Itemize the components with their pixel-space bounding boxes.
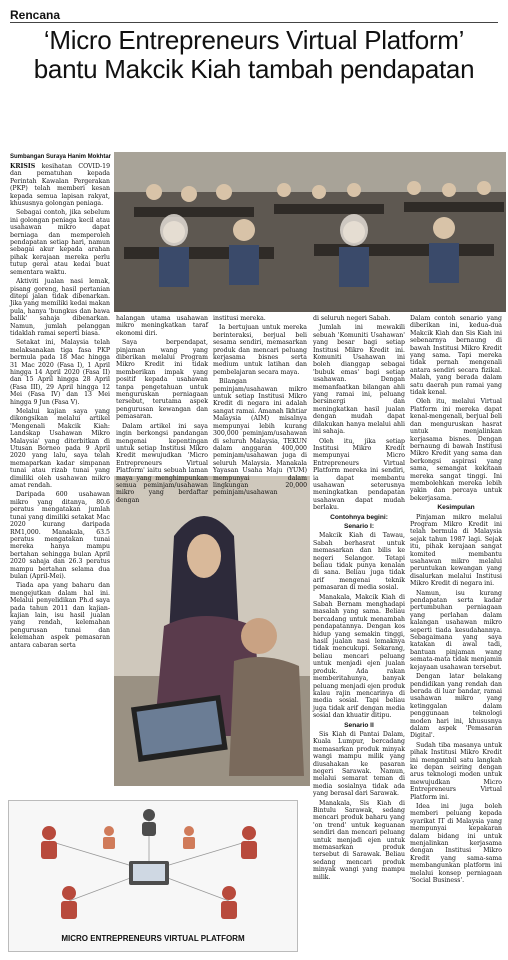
- article-column-1: [10, 163, 110, 800]
- article-column-4: [313, 315, 405, 955]
- subheading: Senario I:: [343, 522, 375, 530]
- paragraph: Ia bertujuan untuk mereka berinteraksi, berjual beli sesama sendiri, memasarkan produk dan mencari peluang kerjasama bisnes serta medium untuk latihan dan pembelajaran secara maya.: [213, 324, 307, 376]
- paragraph: Dalam artikel ini saya ingin berkongsi pandangan mengenai kepentingan untuk setiap Institusi Mikro Kredit mewujudkan 'Micro Entrepreneurs Virtual Platform' iaitu sebuah laman maya yang menghimpunkan semua peminjam/usahawan mikro yang berdaftar dengan: [116, 422, 208, 504]
- paragraph: Makcik Kiah di Tawau, Sabah berhasrat untuk memasarkan dan bilis ke negeri Selangor. Tetapi beliau tidak punya kenalan di sana. Beliau juga tidak arif mengenai teknik pemasaran di media sosial.: [313, 532, 405, 592]
- paragraph: di seluruh negeri Sabah.: [313, 315, 391, 322]
- paragraph: institusi mereka.: [213, 315, 266, 322]
- audience-photo: [114, 152, 506, 312]
- subheading: Kesimpulan: [437, 504, 475, 512]
- paragraph: Setakat ini, Malaysia telah melaksanakan tiga fasa PKP bermula pada 18 Mac hingga 31 Mac 2020 (Fasa I), 1 April hingga 14 April 2020 (Fasa II) dan 15 April hingga 28 April (Fasa III), 29 April hingga 12 Mei (Fasa IV) dan 13 Mei hingga 9 Jun (Fasa V).: [10, 339, 110, 406]
- paragraph: Dengan latar belakang pendidikan yang rendah dan berada di luar bandar, ramai usahawan mikro yang ketinggalan dalam penggunaan teknologi moden hari ini, khususnya dalam aspek 'Pemasaran Digital'.: [410, 673, 502, 740]
- paragraph: Melalui kajian saya yang dikongsikan melalui artikel 'Mengenali Makcik Kiah: Landskap Usahawan Mikro Malaysia' yang diterbitkan di Utusan Borneo pada 9 April 2020 yang lalu, saya telah memaparkan kadar simpanan tunai atau rizab tunai yang dimiliki oleh usahawan mikro amat rendah.: [10, 408, 110, 490]
- paragraph: Sudah tiba masanya untuk pihak Institusi Mikro Kredit ini mengambil satu langkah ke depan seiring dengan arus teknologi moden untuk mewujudkan Micro Entrepreneurs Virtual Platform ini.: [410, 741, 502, 801]
- subheading: Senario II: [344, 721, 374, 729]
- paragraph: Manakala, Sis Kiah di Bintulu Sarawak, sedang mencari produk baharu yang 'on trend' untuk keguanan sendiri dan mencari peluang untuk menjadi ejen untuk memasarkan produk tersebut di Sarawak. Beliau sedang mencari produk minyak wangi yang mampu milik.: [313, 799, 405, 881]
- paragraph: Daripada 600 usahawan mikro yang ditanya, 80.6 peratus mengatakan jumlah tunai yang dimiliki setakat Mac 2020 kurang daripada RM1,000. Manakala, 63.5 peratus mengatakan tunai mereka hanya mampu bertahan sehingga bulan April 2020 sahaja dan 26.3 peratus mampu bertahan selama dua bulan (April-Mei).: [10, 491, 110, 580]
- network-people-icon: [9, 801, 297, 951]
- section-label: Rencana: [10, 8, 61, 22]
- article-column-3: [213, 315, 308, 497]
- paragraph: Jumlah ini mewakili sebuah 'Komuniti Usahawan' yang besar bagi setiap Institusi Mikro Kredit ini. Komuniti Usahawan ini boleh dianggap sebagai 'bubuk emas' bagi setiap usahawan. Dengan memanfaatkan bilangan ahli yang ramai ini, peluang bersinergi dan meningkatkan hasil jualan dengan mudah dapat dilakukan hanya melalui ahli ini sahaja.: [313, 324, 405, 436]
- paragraph: KRISIS kesihatan COVID-19 dan pematuhan kepada Perintah Kawalan Pergerakan (PKP) telah memberi kesan kepada semua lapisan rakyat, khususnya golongan peniaga.: [10, 163, 110, 208]
- paragraph: Tiada apa yang baharu dan mengejutkan dalam hal ini. Melalui penyelidikan Ph.d saya pada tahun 2011 dan kajian-kajian lain, isu hasil jualan yang rendah, kelemahan pengurusan tunai dan kelemahan aspek pemasaran antara cabaran serta: [10, 582, 110, 649]
- article-column-5: [410, 315, 502, 955]
- paragraph: Idea ini juga boleh memberi peluang kepada syarikat IT di Malaysia yang mempunyai kepakaran dalam bidang ini untuk menjalinkan kerjasama dengan Institusi Mikro Kredit yang sama-sama membangunkan platform ini melalui konsep perniagaan 'Social Business'.: [410, 803, 502, 885]
- byline: Sumbangan Suraya Hanim Mokhtar: [10, 154, 112, 160]
- paragraph: Bilangan peminjam/usahawan mikro untuk setiap Institusi Mikro Kredit di negara ini adalah sangat ramai. Amanah Ikhtiar Malaysia (AIM) misalnya mempunyai lebih kurang 300,000 peminjam/usahawan di seluruh Malaysia, TEKUN dalam anggaran 400,000 peminjam/usahawan juga di seluruh Malaysia. Manakala Yayasan Usaha Maju (YUM) mempunyai dalam lingkungan 20,000 peminjam/usahawan: [213, 378, 308, 497]
- laptop-photo-image: [114, 476, 310, 786]
- illustration-caption: MICRO ENTREPRENEURS VIRTUAL PLATFORM: [61, 934, 245, 943]
- paragraph: Namun, isu kurang pendapatan serta kadar pertumbuhan perniagaan yang perlahan dalam kalangan usahawan mikro seperti tiada kesudahannya. Sebagaimana yang saya katakan di awal tadi, bantuan pinjaman wang semata-mata tidak menjamin kejayaan usahawan tersebut.: [410, 589, 502, 671]
- top-rule: [10, 22, 498, 23]
- paragraph: Saya berpendapat, pinjaman wang yang diberikan melalui Program Mikro Kredit ini tidak memberikan impak yang positif kepada usahawan tanpa pengetahuan untuk menguruskan perniagaan tersebut, terutama aspek pengurusan kewangan dan pemasaran.: [116, 339, 208, 421]
- paragraph: halangan utama usahawan mikro meningkatkan taraf ekonomi diri.: [116, 315, 208, 337]
- audience-photo-image: [114, 152, 506, 312]
- paragraph: Oleh itu, jika setiap Institusi Mikro Kredit mempunyai Micro Entrepreneurs Virtual Platform mereka ini sendiri, ia dapat membantu usahawan seterusnya meningkatkan pendapatan usahawan dapat mudah berlaku.: [313, 437, 405, 512]
- platform-illustration: [8, 800, 298, 952]
- laptop-photo: [114, 476, 310, 786]
- paragraph: Pinjaman mikro melalui Program Mikro Kredit ini telah bermula di Malaysia sejak tahun 1987 lagi. Sejak itu, pihak kerajaan sangat komited membantu usahawan mikro melalui peruntukan kewangan yang disalurkan melalui Institusi Mikro Kredit di negara ini.: [410, 513, 502, 588]
- paragraph: Oleh itu, melalui Virtual Platform ini mereka dapat kenal-mengenali, berjual beli dan menguruskan hasrat untuk menjalinkan kerjasama bisnes. Dengan bernaung di bawah Institusi Mikro Kredit yang sama dan berkongsi aspirasi yang sama, semangat kekitaan mereka sangat tinggi. Ini membolehkan mereka lebih yakin dan percaya untuk bekerjasama.: [410, 398, 502, 502]
- paragraph: Manakala, Makcik Kiah di Sabah Bernam menghadapi masalah yang sama. Beliau bercadang untuk menambah pendapatannya. Dengan kos hidup yang semakin tinggi, hasil jualan nasi lemaknya tidak mencukupi. Sekarang, beliau mencari peluang untuk menjadi ejen jualan produk. Ada rakan memberitahunya, banyak peluang menjadi ejen produk kalau rajin mencarinya di media sosial. Tapi beliau juga tidak arif dengan media sosial dan khuatir ditipu.: [313, 593, 405, 720]
- lead-word: KRISIS: [10, 163, 36, 170]
- headline: ‘Micro Entrepreneurs Virtual Platform’ bantu Makcik Kiah tambah pendapatan: [33, 25, 475, 84]
- paragraph: Dalam contoh senario yang diberikan ini, kedua-dua Makcik Kiah dan Sis Kiah ini sebenarnya bernaung di bawah Institusi Mikro Kredit yang sama. Tapi mereka tidak pernah mengenali antara sendiri secara fizikal. Malah, yang berada dalam satu daerah pun ramai yang tidak kenal.: [410, 315, 502, 397]
- paragraph: Sis Kiah di Pantai Dalam, Kuala Lumpur, bercadang memasarkan produk minyak wangi mampu milik yang diusahakan ke pasaran negeri Sarawak. Namun, melalui semarat teman di media sosialnya tidak ada yang berasal dari Sarawak.: [313, 730, 405, 798]
- subheading: Contohnya begini:: [330, 513, 388, 521]
- paragraph: Sebagai contoh, jika sebelum ini golongan peniaga kecil atau usahawan mikro dapat berniaga dan memperoleh pendapatan setiap hari, namun sebagai akur kepada arahan pihak kerajaan mereka perlu tutup gerai atau kedai buat sementara waktu.: [10, 209, 110, 276]
- paragraph: Aktiviti jualan nasi lemak, pisang goreng, hasil pertanian ditepi jalan tidak dibenarkan. Jika yang memiliki kedai makan pula, hanya 'bungkus dan bawa balik' sahaja dibenarkan. Namun, jumlah pelanggan tidaklah ramai seperti biasa.: [10, 278, 110, 337]
- article-column-2: [116, 315, 208, 504]
